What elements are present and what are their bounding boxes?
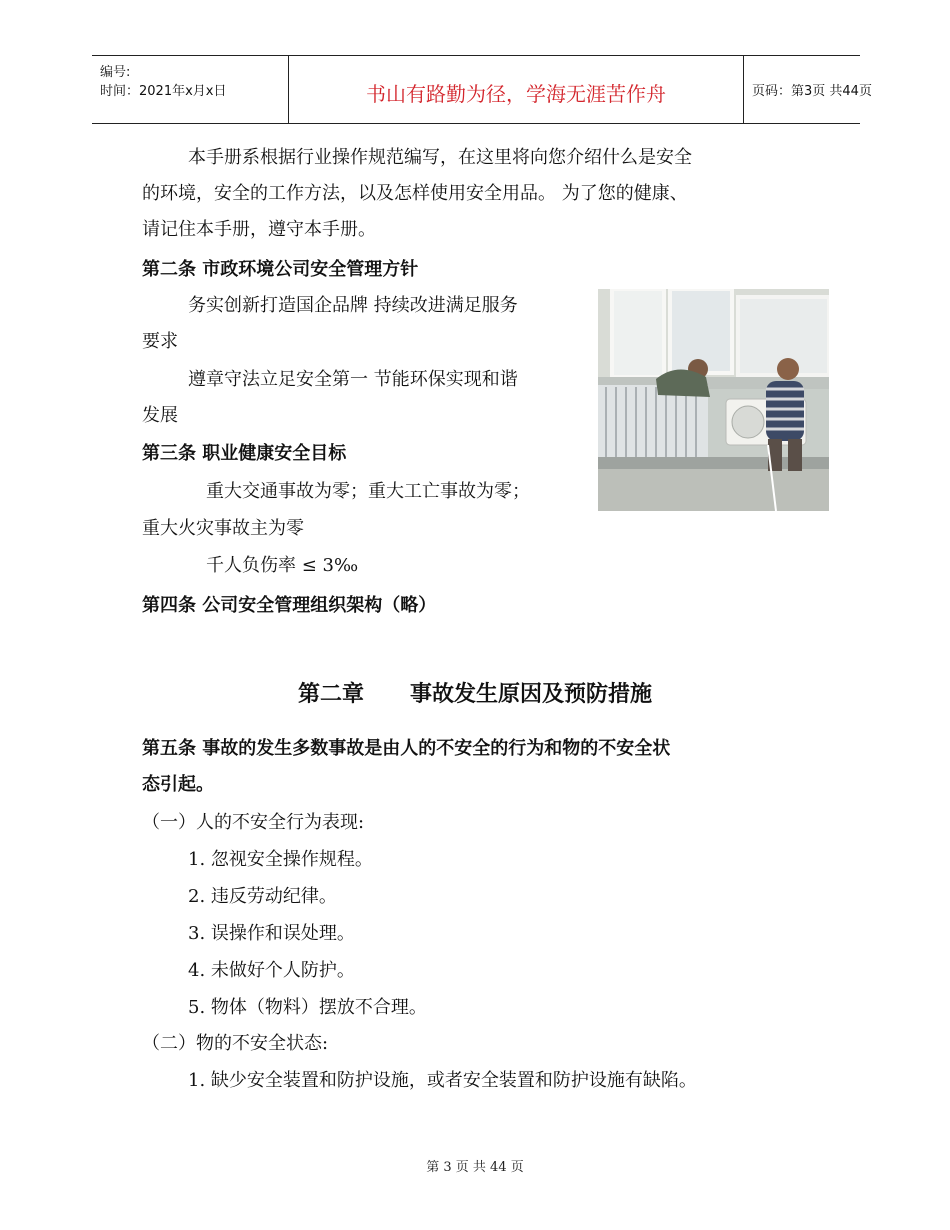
article-2-policy-1a: 务实创新打造国企品牌 持续改进满足服务 xyxy=(188,295,518,316)
balcony-photo-illustration xyxy=(598,289,829,511)
unsafe-behavior-item: 4. 未做好个人防护。 xyxy=(188,960,355,981)
header-page-info: 页码：第3页 共44页 xyxy=(752,84,872,99)
workers-on-balcony-photo xyxy=(598,289,829,511)
article-3-title: 第三条 职业健康安全目标 xyxy=(142,443,347,464)
unsafe-behavior-item: 2. 违反劳动纪律。 xyxy=(188,886,337,907)
section-unsafe-behavior-heading: （一）人的不安全行为表现: xyxy=(142,812,365,833)
article-2-policy-1b: 要求 xyxy=(142,331,178,352)
intro-line-3: 请记住本手册，遵守本手册。 xyxy=(142,219,376,240)
header-left-cell xyxy=(92,56,288,123)
document-time-label: 时间：2021年x月x日 xyxy=(100,84,227,99)
header-right-cell xyxy=(742,56,872,123)
unsafe-behavior-item: 1. 忽视安全操作规程。 xyxy=(188,849,373,870)
chapter-2-title: 第二章 事故发生原因及预防措施 xyxy=(298,682,652,707)
header-motto: 书山有路勤为径，学海无涯苦作舟 xyxy=(366,82,666,106)
article-2-policy-2b: 发展 xyxy=(142,405,178,426)
document-number-label: 编号: xyxy=(100,65,131,80)
article-3-goal-2: 千人负伤率 ≤ 3‰ xyxy=(206,555,359,576)
page-footer: 第 3 页 共 44 页 xyxy=(426,1160,524,1175)
article-5-title-line-2: 态引起。 xyxy=(142,774,214,795)
article-3-goal-1b: 重大火灾事故主为零 xyxy=(142,518,304,539)
unsafe-behavior-item: 5. 物体（物料）摆放不合理。 xyxy=(188,997,427,1018)
page-header xyxy=(92,55,872,124)
article-5-title-line-1: 第五条 事故的发生多数事故是由人的不安全的行为和物的不安全状 xyxy=(142,738,671,759)
article-4-title: 第四条 公司安全管理组织架构（略） xyxy=(142,595,437,616)
article-3-goal-1a: 重大交通事故为零；重大工亡事故为零； xyxy=(206,481,530,502)
unsafe-behavior-item: 3. 误操作和误处理。 xyxy=(188,923,355,944)
article-2-title: 第二条 市政环境公司安全管理方针 xyxy=(142,259,419,280)
unsafe-state-item: 1. 缺少安全装置和防护设施，或者安全装置和防护设施有缺陷。 xyxy=(188,1070,697,1091)
intro-line-1: 本手册系根据行业操作规范编写，在这里将向您介绍什么是安全 xyxy=(188,147,692,168)
section-unsafe-state-heading: （二）物的不安全状态: xyxy=(142,1033,329,1054)
intro-line-2: 的环境，安全的工作方法，以及怎样使用安全用品。 为了您的健康、 xyxy=(142,183,688,204)
article-2-policy-2a: 遵章守法立足安全第一 节能环保实现和谐 xyxy=(188,369,518,390)
header-center-cell xyxy=(288,56,744,123)
